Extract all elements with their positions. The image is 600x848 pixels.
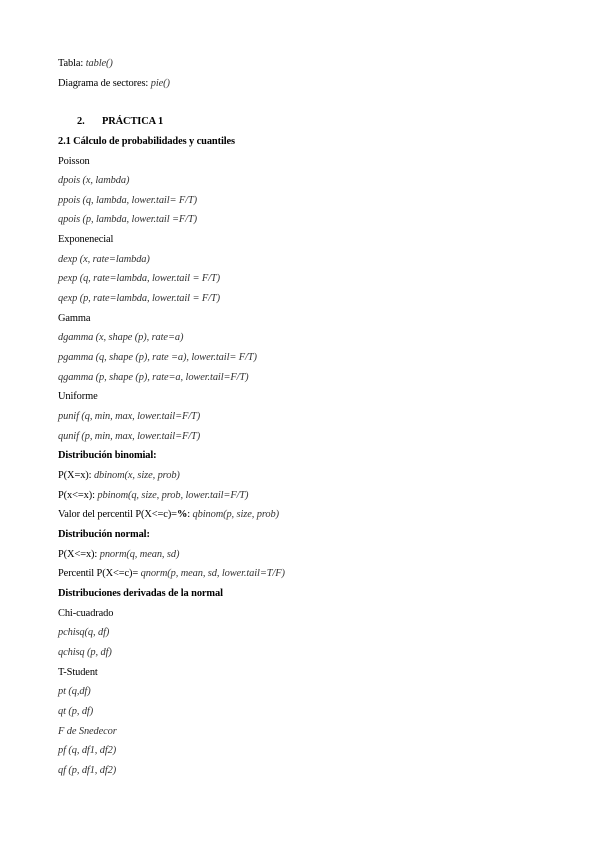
uniforme-line-1: punif (q, min, max, lower.tail=F/T) [58, 411, 201, 422]
binomial-l3-code: qbinom(p, size, prob) [192, 509, 279, 520]
normal-l1-code: pnorm(q, mean, sd) [99, 549, 180, 560]
binomial-l3-prefix: Valor del percentil P(X<=c)= [58, 509, 177, 520]
tstudent-line-1: pt (q,df) [58, 686, 91, 697]
section-heading [77, 115, 163, 129]
exponencial-line-1: dexp (x, rate=lambda) [58, 254, 150, 265]
binomial-l2-code: pbinom(q, size, prob, lower.tail=F/T) [97, 490, 249, 501]
tstudent-line-2: qt (p, df) [58, 706, 94, 717]
chi-heading: Chi-cuadrado [58, 608, 114, 619]
normal-l2-label: Percentil P(X<=c)= [58, 568, 139, 579]
exponencial-line-2: pexp (q, rate=lambda, lower.tail = F/T) [58, 273, 220, 284]
normal-l1-label: P(X<=x): [58, 549, 98, 560]
gamma-line-3: qgamma (p, shape (p), rate=a, lower.tail=F/T) [58, 372, 249, 383]
gamma-line-1: dgamma (x, shape (p), rate=a) [58, 332, 184, 343]
normal-line-2 [58, 567, 285, 581]
derivadas-heading: Distribuciones derivadas de la normal [58, 588, 223, 599]
poisson-line-2: ppois (q, lambda, lower.tail= F/T) [58, 195, 197, 206]
binomial-line-2 [58, 489, 248, 503]
tabla-code: table() [85, 58, 113, 69]
diagrama-code: pie() [150, 78, 170, 89]
poisson-line-3: qpois (p, lambda, lower.tail =F/T) [58, 214, 197, 225]
gamma-heading: Gamma [58, 313, 91, 324]
binomial-l2-label: P(x<=x): [58, 490, 95, 501]
poisson-heading: Poisson [58, 156, 90, 167]
diagrama-label: Diagrama de sectores: [58, 78, 149, 89]
binomial-l3-percent: % [176, 509, 188, 520]
normal-line-1 [58, 548, 179, 562]
fsnedecor-line-1: pf (q, df1, df2) [58, 745, 117, 756]
diagrama-line [58, 77, 170, 91]
uniforme-heading: Uniforme [58, 391, 98, 402]
exponencial-line-3: qexp (p, rate=lambda, lower.tail = F/T) [58, 293, 220, 304]
tabla-label: Tabla: [58, 58, 84, 69]
section-title: PRÁCTICA 1 [102, 116, 164, 127]
tabla-line [58, 57, 113, 71]
chi-line-2: qchisq (p, df) [58, 647, 112, 658]
section-number: 2. [77, 116, 85, 127]
binomial-line-3 [58, 508, 279, 522]
fsnedecor-heading: F de Snedecor [58, 726, 117, 737]
tstudent-heading: T-Student [58, 667, 98, 678]
uniforme-line-2: qunif (p, min, max, lower.tail=F/T) [58, 431, 201, 442]
binomial-l1-label: P(X=x): [58, 470, 92, 481]
binomial-l3-colon: : [187, 509, 191, 520]
exponencial-heading: Exponenecial [58, 234, 114, 245]
poisson-line-1: dpois (x, lambda) [58, 175, 130, 186]
subsection-heading: 2.1 Cálculo de probabilidades y cuantiles [58, 136, 235, 147]
gamma-line-2: pgamma (q, shape (p), rate =a), lower.tail= F/T) [58, 352, 257, 363]
chi-line-1: pchisq(q, df) [58, 627, 110, 638]
normal-l2-code: qnorm(p, mean, sd, lower.tail=T/F) [140, 568, 285, 579]
binomial-line-1 [58, 469, 180, 483]
binomial-heading: Distribución binomial: [58, 450, 157, 461]
fsnedecor-line-2: qf (p, df1, df2) [58, 765, 117, 776]
binomial-l1-code: dbinom(x, size, prob) [93, 470, 180, 481]
normal-heading: Distribución normal: [58, 529, 150, 540]
